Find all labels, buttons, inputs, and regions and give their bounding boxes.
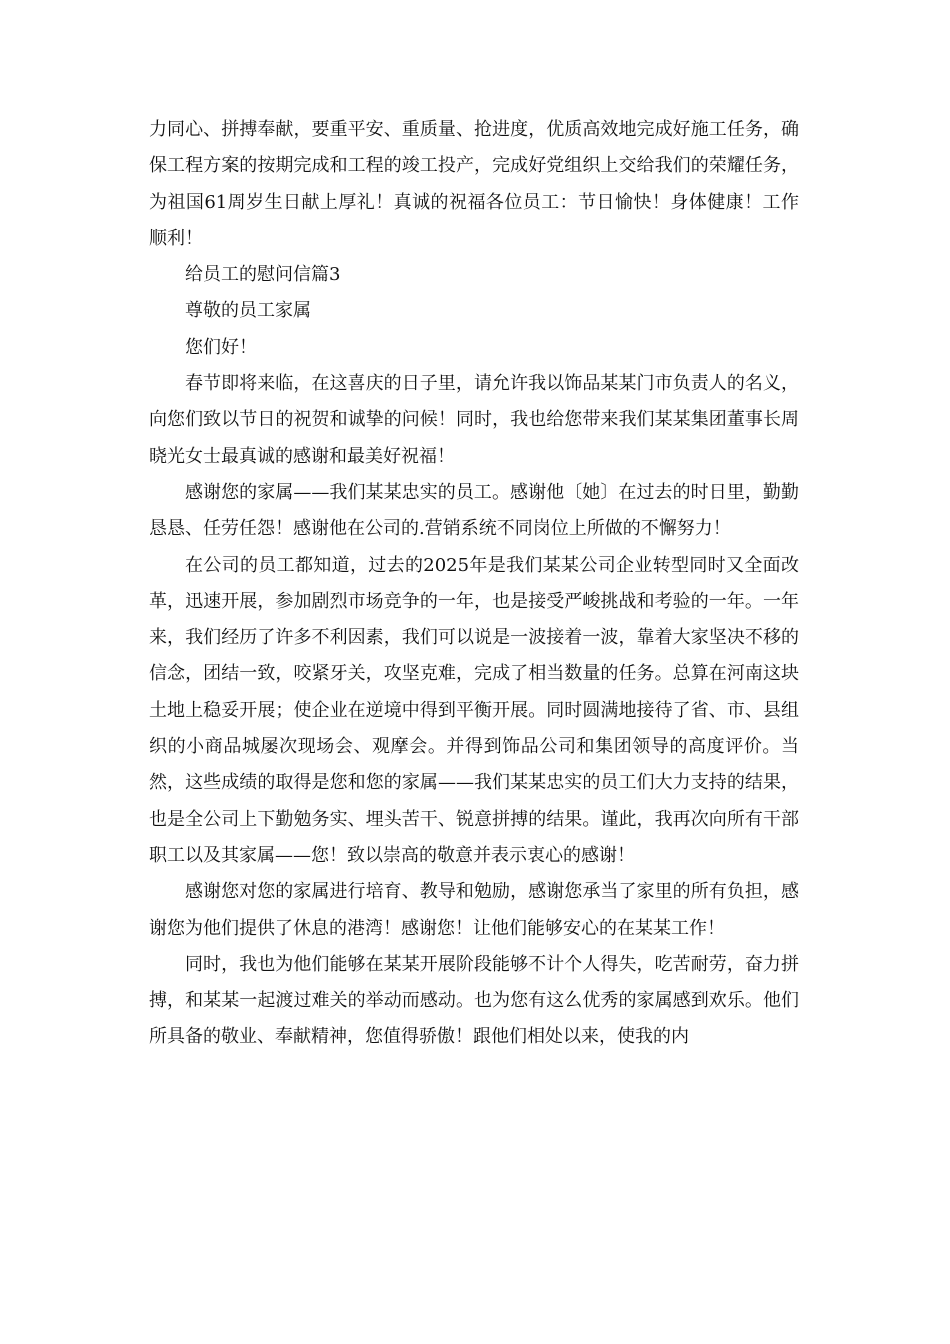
paragraph-intro: 春节即将来临，在这喜庆的日子里，请允许我以饰品某某门市负责人的名义，向您们致以节日的祝贺和诚挚的问候！同时，我也给您带来我们某某集团董事长周晓光女士最真诚的感谢和最美好祝福！ (149, 373, 799, 467)
greeting: 您们好！ (185, 336, 257, 358)
paragraph-gratitude: 感谢您对您的家属进行培育、教导和勉励，感谢您承当了家里的所有负担，感谢您为他们提供了休息的港湾！感谢您！让他们能够安心的在某某工作！ (149, 881, 799, 939)
paragraph-thanks: 感谢您的家属——我们某某忠实的员工。感谢他〔她〕在过去的时日里，勤勤恳恳、任劳任怨！感谢他在公司的.营销系统不同岗位上所做的不懈努力！ (149, 481, 799, 540)
salutation: 尊敬的员工家属 (185, 300, 311, 322)
document-body (149, 112, 799, 1056)
paragraph-appreciation: 同时，我也为他们能够在某某开展阶段能够不计个人得失，吃苦耐劳，奋力拼搏，和某某一起渡过难关的举动而感动。也为您有这么优秀的家属感到欢乐。他们所具备的敬业、奉献精神，您值得骄傲！跟他们相处以来，使我的内 (149, 953, 799, 1048)
paragraph-closing-continued: 力同心、拼搏奉献，要重平安、重质量、抢进度，优质高效地完成好施工任务，确保工程方案的按期完成和工程的竣工投产，完成好党组织上交给我们的荣耀任务，为祖国61周岁生日献上厚礼！真诚的祝福各位员工：节日愉快！身体健康！工作顺利！ (149, 119, 799, 249)
section-heading: 给员工的慰问信篇3 (185, 264, 341, 286)
paragraph-review: 在公司的员工都知道，过去的2025年是我们某某公司企业转型同时又全面改革，迅速开展，参加剧烈市场竞争的一年，也是接受严峻挑战和考验的一年。一年来，我们经历了许多不利因素，我们可以说是一波接着一波，靠着大家坚决不移的信念，团结一致，咬紧牙关，攻坚克难，完成了相当数量的任务。总算在河南这块土地上稳妥开展；使企业在逆境中得到平衡开展。同时圆满地接待了省、市、县组织的小商品城屡次现场会、观摩会。并得到饰品公司和集团领导的高度评价。当然，这些成绩的取得是您和您的家属——我们某某忠实的员工们大力支持的结果，也是全公司上下勤勉务实、埋头苦干、锐意拼搏的结果。谨此，我再次向所有干部职工以及其家属——您！致以崇高的敬意并表示衷心的感谢！ (149, 554, 799, 866)
